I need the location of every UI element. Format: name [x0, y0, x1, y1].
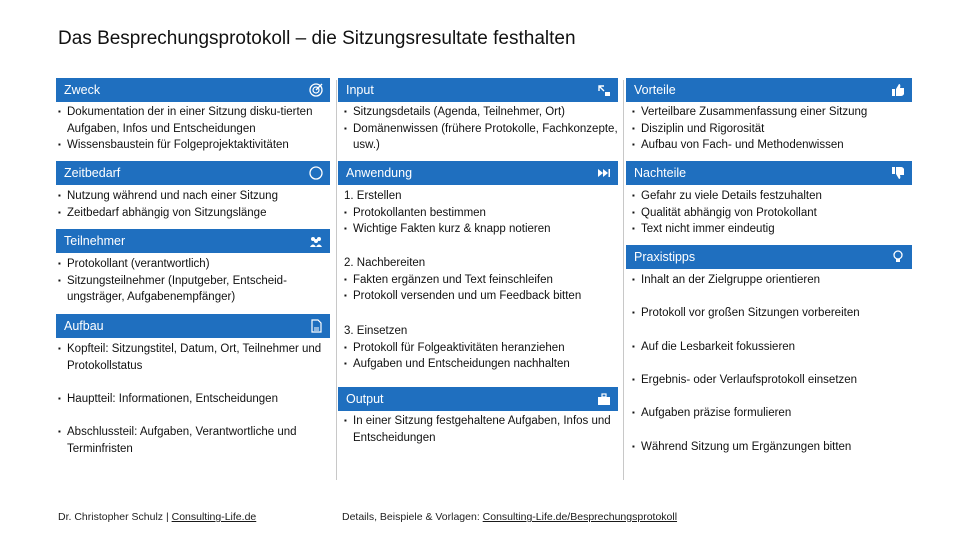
list-item: ▪ Protokoll für Folgeaktivitäten heranziehen — [344, 340, 620, 357]
column-divider — [336, 80, 337, 480]
list-item: ▪ Verteilbare Zusammenfassung einer Sitzung — [632, 104, 914, 121]
nachteile-header-label: Nachteile — [634, 166, 687, 180]
list-item: ▪ Protokoll vor großen Sitzungen vorbereiten — [632, 305, 914, 322]
target-icon — [309, 83, 323, 97]
list-item: ▪ Auf die Lesbarkeit fokussieren — [632, 339, 914, 356]
clock-icon — [309, 166, 323, 180]
footer-details-link[interactable]: Consulting-Life.de/Besprechungsprotokoll — [482, 511, 678, 523]
zweck-list — [58, 104, 330, 154]
column-divider — [623, 80, 624, 480]
footer-details — [342, 511, 677, 523]
input-icon — [597, 83, 611, 97]
list-item: ▪ Protokoll versenden und um Feedback bitten — [344, 288, 620, 305]
document-icon — [309, 319, 323, 333]
output-list — [344, 413, 620, 446]
input-header — [338, 78, 618, 102]
list-item: ▪ Während Sitzung um Ergänzungen bitten — [632, 439, 914, 456]
list-item: ▪ Dokumentation der in einer Sitzung disku-tierten Aufgaben, Infos und Entscheidungen — [58, 104, 330, 137]
footer-details-text: Details, Beispiele & Vorlagen: — [342, 511, 483, 523]
list-item: ▪ Protokollant (verantwortlich) — [58, 256, 330, 273]
thumbs-down-icon — [891, 166, 905, 180]
list-item: ▪ Wissensbaustein für Folgeprojektaktivitäten — [58, 137, 330, 154]
list-item: ▪ Aufgaben präzise formulieren — [632, 405, 914, 422]
list-item: ▪ Wichtige Fakten kurz & knapp notieren — [344, 221, 620, 238]
input-list — [344, 104, 620, 154]
briefcase-icon — [597, 392, 611, 406]
aufbau-list-2 — [58, 391, 330, 408]
aufbau-list-3 — [58, 424, 330, 457]
list-item: ▪ Gefahr zu viele Details festzuhalten — [632, 188, 914, 205]
page-title: Das Besprechungsprotokoll – die Sitzungsresultate festhalten — [58, 28, 576, 49]
list-item: ▪ Sitzungsdetails (Agenda, Teilnehmer, Ort) — [344, 104, 620, 121]
zeitbedarf-header — [56, 161, 330, 185]
zweck-header — [56, 78, 330, 102]
output-header-label: Output — [346, 392, 384, 406]
list-item: ▪ Aufbau von Fach- und Methodenwissen — [632, 137, 914, 154]
list-item: ▪ Text nicht immer eindeutig — [632, 221, 914, 238]
list-item: ▪ Hauptteil: Informationen, Entscheidungen — [58, 391, 330, 408]
aufbau-list-1 — [58, 341, 330, 374]
play-forward-icon — [597, 166, 611, 180]
list-item: ▪ Zeitbedarf abhängig von Sitzungslänge — [58, 205, 330, 222]
anwendung-step-2 — [344, 255, 620, 305]
list-item: ▪ Aufgaben und Entscheidungen nachhalten — [344, 356, 620, 373]
nachteile-header — [626, 161, 912, 185]
praxistipps-header — [626, 245, 912, 269]
zweck-header-label: Zweck — [64, 83, 101, 97]
list-item: ▪ Inhalt an der Zielgruppe orientieren — [632, 272, 914, 289]
vorteile-header — [626, 78, 912, 102]
list-item: ▪ Ergebnis- oder Verlaufsprotokoll einsetzen — [632, 372, 914, 389]
nachteile-list — [632, 188, 914, 238]
vorteile-list — [632, 104, 914, 154]
anwendung-step-1 — [344, 188, 620, 238]
zeitbedarf-list — [58, 188, 330, 221]
output-header — [338, 387, 618, 411]
list-item: ▪ Qualität abhängig von Protokollant — [632, 205, 914, 222]
vorteile-header-label: Vorteile — [634, 83, 676, 97]
list-item: ▪ Disziplin und Rigorosität — [632, 121, 914, 138]
list-item: ▪ In einer Sitzung festgehaltene Aufgaben, Infos und Entscheidungen — [344, 413, 620, 446]
list-item: ▪ Nutzung während und nach einer Sitzung — [58, 188, 330, 205]
step-title: 2. Nachbereiten — [344, 257, 426, 269]
footer-author — [58, 511, 256, 523]
lightbulb-icon — [891, 250, 905, 264]
list-item: ▪ Sitzungsteilnehmer (Inputgeber, Entscheid-ungsträger, Aufgabenempfänger) — [58, 273, 330, 306]
praxistipps-header-label: Praxistipps — [634, 250, 696, 264]
teilnehmer-list — [58, 256, 330, 306]
list-item: ▪ Protokollanten bestimmen — [344, 205, 620, 222]
group-icon — [309, 234, 323, 248]
footer-author-link[interactable]: Consulting-Life.de — [171, 511, 257, 523]
step-title: 1. Erstellen — [344, 190, 402, 202]
aufbau-header — [56, 314, 330, 338]
input-header-label: Input — [346, 83, 374, 97]
list-item: ▪ Kopfteil: Sitzungstitel, Datum, Ort, Teilnehmer und Protokollstatus — [58, 341, 330, 374]
teilnehmer-header-label: Teilnehmer — [64, 234, 126, 248]
footer-author-text: Dr. Christopher Schulz | — [58, 511, 172, 523]
anwendung-header-label: Anwendung — [346, 166, 413, 180]
zeitbedarf-header-label: Zeitbedarf — [64, 166, 121, 180]
step-title: 3. Einsetzen — [344, 325, 408, 337]
aufbau-header-label: Aufbau — [64, 319, 104, 333]
teilnehmer-header — [56, 229, 330, 253]
praxistipps-list — [632, 272, 914, 455]
anwendung-header — [338, 161, 618, 185]
anwendung-step-3 — [344, 323, 620, 373]
thumbs-up-icon — [891, 83, 905, 97]
list-item: ▪ Domänenwissen (frühere Protokolle, Fachkonzepte, usw.) — [344, 121, 620, 154]
list-item: ▪ Fakten ergänzen und Text feinschleifen — [344, 272, 620, 289]
list-item: ▪ Abschlussteil: Aufgaben, Verantwortliche und Terminfristen — [58, 424, 330, 457]
